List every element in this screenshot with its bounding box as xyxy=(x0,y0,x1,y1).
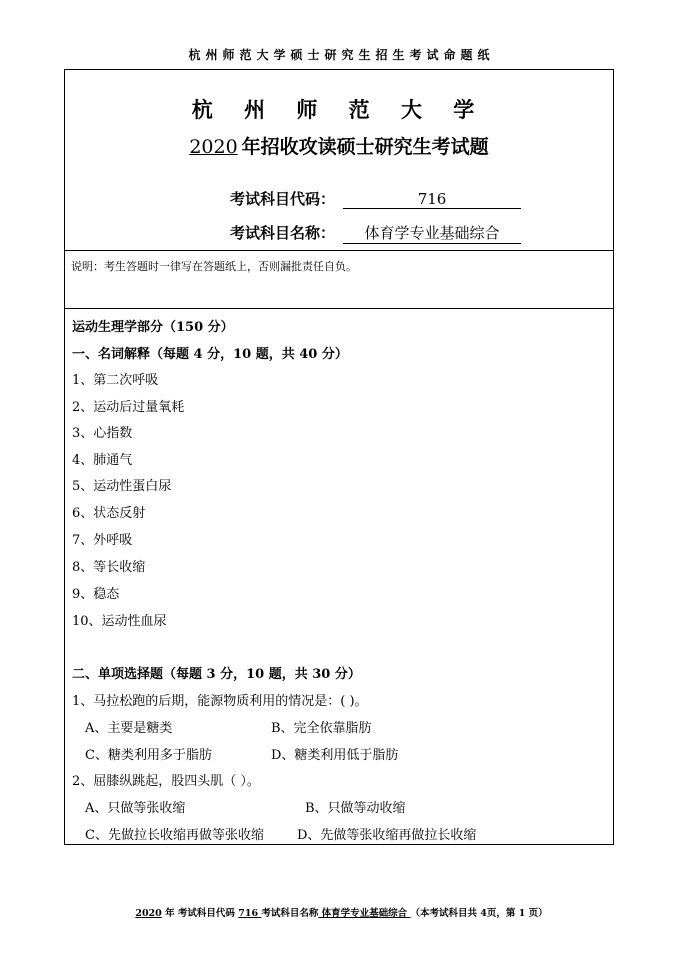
term-item: 6、状态反射 xyxy=(72,506,146,521)
footer-code-label: 年 考试科目代码 xyxy=(161,908,239,919)
footer-code: 716 xyxy=(238,908,262,919)
exam-note: 说明：考生答题时一律写在答题纸上，否则漏批责任自负。 xyxy=(71,260,357,273)
footer-pages: （本考试科目共 4页，第 1 页） xyxy=(410,908,548,919)
subject-code-row xyxy=(230,188,521,209)
term-item: 3、心指数 xyxy=(72,426,133,441)
term-item: 7、外呼吸 xyxy=(72,533,133,548)
part-title: 运动生理学部分（150 分） xyxy=(72,320,234,335)
page-footer xyxy=(0,905,683,919)
term-item: 4、肺通气 xyxy=(72,453,133,468)
term-item: 1、第二次呼吸 xyxy=(72,373,159,388)
section1-title: 一、名词解释（每题 4 分，10 题，共 40 分） xyxy=(72,347,348,362)
page-header: 杭州师范大学硕士研究生招生考试命题纸 xyxy=(188,48,495,62)
footer-year: 2020 xyxy=(135,908,162,919)
q2-option-b: B、只做等动收缩 xyxy=(305,801,406,816)
subject-name-label: 考试科目名称： xyxy=(230,224,336,242)
footer-name: 体育学专业基础综合 xyxy=(318,908,411,919)
q1-option-b: B、完全依靠脂肪 xyxy=(271,721,372,736)
subject-code-value: 716 xyxy=(343,190,521,209)
q2-option-d: D、先做等张收缩再做拉长收缩 xyxy=(297,828,477,843)
subject-code-label: 考试科目代码： xyxy=(230,190,336,208)
q1-option-a: A、主要是糖类 xyxy=(85,721,173,736)
footer-name-label: 考试科目名称 xyxy=(261,908,319,919)
exam-title xyxy=(65,132,613,159)
section2-title: 二、单项选择题（每题 3 分，10 题，共 30 分） xyxy=(72,667,361,682)
term-item: 2、运动后过量氧耗 xyxy=(72,400,185,415)
title-section xyxy=(65,70,613,251)
term-item: 10、运动性血尿 xyxy=(72,614,167,629)
q1-option-d: D、糖类利用低于脂肪 xyxy=(271,748,399,763)
question-2: 2、屈膝纵跳起，股四头肌（ ）。 xyxy=(72,774,260,789)
term-item: 5、运动性蛋白尿 xyxy=(72,479,172,494)
subject-name-value: 体育学专业基础综合 xyxy=(343,222,521,244)
note-section xyxy=(65,250,613,309)
question-1: 1、马拉松跑的后期，能源物质利用的情况是：( )。 xyxy=(72,694,368,709)
university-name: 杭 州 师 范 大 学 xyxy=(191,97,487,122)
q2-option-c: C、先做拉长收缩再做等张收缩 xyxy=(85,828,264,843)
term-item: 8、等长收缩 xyxy=(72,560,146,575)
q1-option-c: C、糖类利用多于脂肪 xyxy=(85,748,212,763)
q2-option-a: A、只做等张收缩 xyxy=(85,801,186,816)
exam-year: 2020 xyxy=(189,136,238,158)
exam-frame xyxy=(64,69,614,845)
exam-title-text: 年招收攻读硕士研究生考试题 xyxy=(241,136,489,158)
term-item: 9、稳态 xyxy=(72,587,120,602)
subject-name-row xyxy=(230,222,521,244)
